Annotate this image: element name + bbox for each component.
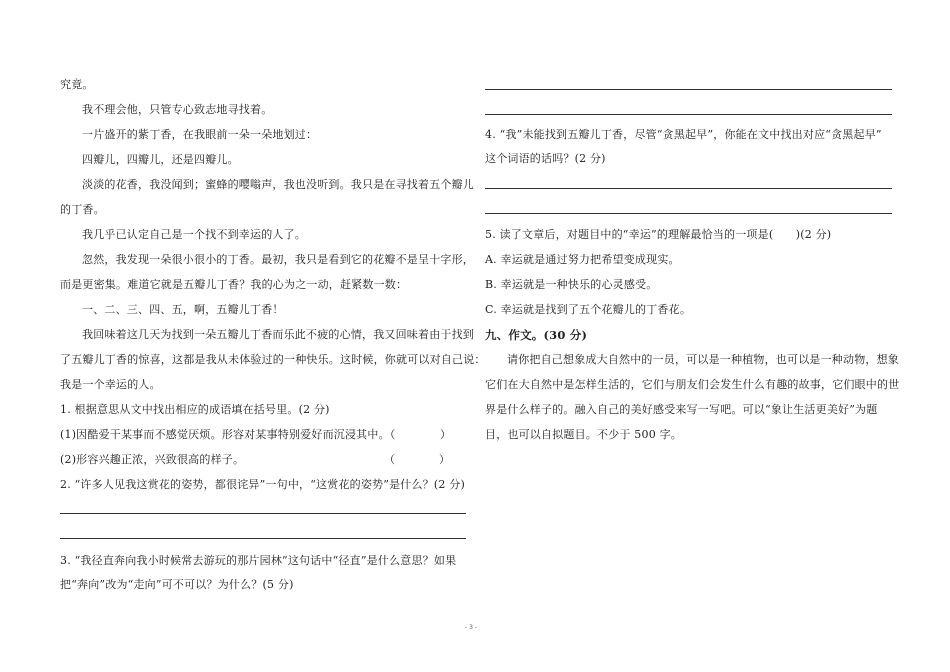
answer-line — [485, 114, 892, 115]
passage-line: 一片盛开的紫丁香，在我眼前一朵一朵地划过： — [82, 128, 318, 141]
essay-prompt-line: 请你把自己想象成大自然中的一员，可以是一种植物，也可以是一种动物，想象 — [507, 353, 899, 366]
option-b: B. 幸运就是一种快乐的心灵感受。 — [485, 278, 658, 291]
passage-line: 四瓣儿，四瓣儿，还是四瓣儿。 — [82, 153, 239, 166]
answer-line — [485, 188, 892, 189]
question-3: 3. “我径直奔向我小时候常去游玩的那片园林”这句话中“径直”是什么意思？如果 — [60, 554, 457, 567]
question-4: 4. “我”未能找到五瓣儿丁香，尽管“贪黑起早”，你能在文中找出对应“贪黑起早” — [485, 128, 882, 141]
answer-paren: （ ） — [384, 453, 450, 466]
essay-prompt-line: 目，也可以自拟题目。不少于 500 字。 — [485, 428, 682, 441]
passage-line: 而是更密集。难道它就是五瓣儿丁香？我的心为之一动，赶紧数一数： — [60, 278, 408, 291]
question-5: 5. 读了文章后，对题目中的“幸运”的理解最恰当的一项是( )(2 分) — [485, 228, 832, 241]
question-2: 2. “许多人见我这赏花的姿势，都很诧异”一句中，“这赏花的姿势”是什么？(2 分) — [60, 478, 465, 491]
option-c: C. 幸运就是找到了五个花瓣儿的丁香花。 — [485, 303, 692, 316]
passage-line: 一、二、三、四、五，啊，五瓣儿丁香！ — [82, 303, 284, 316]
answer-line — [60, 513, 466, 514]
option-a: A. 幸运就是通过努力把希望变成现实。 — [485, 253, 680, 266]
answer-line — [485, 213, 892, 214]
passage-line: 我不理会他，只管专心致志地寻找着。 — [82, 103, 273, 116]
essay-prompt-line: 它们在大自然中是怎样生活的，它们与朋友们会发生什么有趣的故事，它们眼中的世 — [485, 378, 900, 391]
passage-line: 究竟。 — [60, 78, 94, 91]
passage-line: 我是一个幸运的人。 — [60, 378, 161, 391]
answer-paren-close: ） — [440, 428, 451, 441]
question-4-cont: 这个词语的话吗？(2 分) — [485, 152, 606, 165]
page-number: - 3 - — [465, 624, 477, 631]
passage-line: 忽然，我发现一朵很小很小的丁香。最初，我只是看到它的花瓣不是呈十字形， — [82, 253, 474, 266]
passage-line: 的丁香。 — [60, 203, 105, 216]
essay-prompt-line: 界是什么样子的。融入自己的美好感受来写一写吧。可以“象让生活更美好”为题 — [485, 403, 878, 416]
answer-line — [485, 89, 892, 90]
answer-line — [60, 538, 466, 539]
section-heading: 九、作文。(30 分) — [485, 328, 588, 342]
question-1-item-2: (2)形容兴趣正浓，兴致很高的样子。 — [60, 453, 245, 466]
passage-line: 了五瓣儿丁香的惊喜，这都是我从未体验过的一种快乐。这时候，你就可以对自己说： — [60, 353, 486, 366]
passage-line: 我回味着这几天为找到一朵五瓣儿丁香而乐此不疲的心情，我又回味着由于找到 — [82, 328, 474, 341]
question-3-cont: 把“奔向”改为“走向”可不可以？为什么？(5 分) — [60, 578, 294, 591]
question-1: 1. 根据意思从文中找出相应的成语填在括号里。(2 分) — [60, 403, 330, 416]
question-1-item-1: (1)因酷爱干某事而不感觉厌烦。形容对某事特别爱好而沉浸其中。（ — [60, 428, 396, 441]
passage-line: 我几乎已认定自己是一个找不到幸运的人了。 — [82, 228, 306, 241]
passage-line: 淡淡的花香，我没闻到；蜜蜂的嘤嗡声，我也没听到。我只是在寻找着五个瓣儿 — [82, 178, 474, 191]
